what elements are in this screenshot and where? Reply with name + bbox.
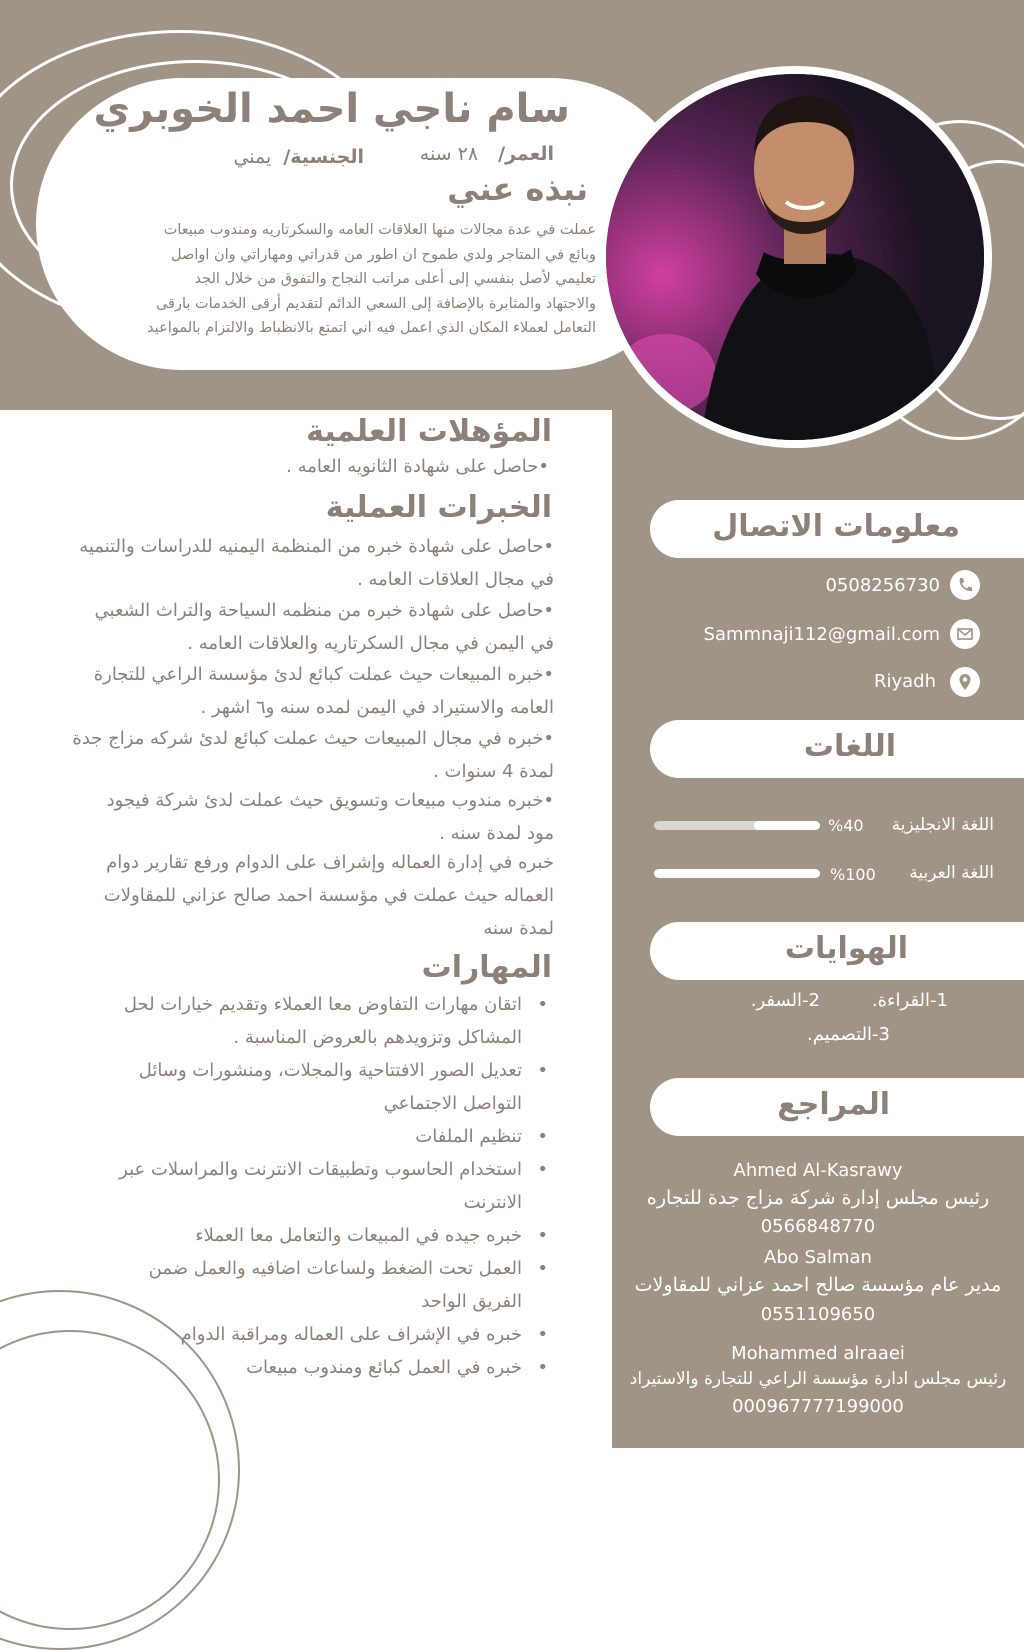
contact-header bbox=[650, 500, 1024, 558]
skill-item: • تعديل الصور الافتتاحية والمجلات، ومنشورات وسائل bbox=[78, 1054, 548, 1087]
experience-line: في مجال العلاقات العامه . bbox=[357, 569, 554, 590]
references-header bbox=[650, 1078, 1024, 1136]
reference-phone[interactable]: 0551109650 bbox=[760, 1304, 876, 1325]
location-pin-icon bbox=[950, 667, 980, 697]
skill-item: • العمل تحت الضغط ولساعات اضافيه والعمل ضمن bbox=[78, 1252, 548, 1285]
phone-number[interactable]: 0508256730 bbox=[825, 575, 940, 596]
language-bar-fill-english bbox=[754, 821, 820, 830]
candidate-name: سام ناجي احمد الخوبري bbox=[93, 86, 570, 132]
about-title: نبذه عني bbox=[447, 170, 588, 208]
hobbies-title: الهوايات bbox=[784, 931, 908, 966]
reference-name: Ahmed Al-Kasrawy bbox=[733, 1160, 903, 1181]
reference-name: Mohammed alraaei bbox=[731, 1343, 905, 1364]
nationality-row bbox=[233, 146, 364, 168]
age-value: ٢٨ سنه bbox=[419, 143, 479, 165]
skill-item-continued: الفريق الواحد bbox=[421, 1291, 522, 1312]
skill-item: • خبره جيده في المبيعات والتعامل معا العملاء bbox=[78, 1219, 548, 1252]
experience-item bbox=[0, 722, 554, 788]
about-line: وبائع في المتاجر ولدي طموح ان اطور من قدراتي ومهاراتي وان اواصل bbox=[171, 246, 596, 263]
age-label: العمر/ bbox=[498, 143, 554, 165]
experience-line: •خبره المبيعات حيث عملت كبائع لدئ مؤسسة الراعي للتجارة bbox=[93, 664, 554, 685]
experience-line: خبره في إدارة العماله وإشراف على الدوام ورفع تقارير دوام bbox=[106, 852, 554, 873]
reference-name: Abo Salman bbox=[764, 1247, 872, 1268]
language-bar-arabic bbox=[654, 869, 820, 878]
about-line: والاجتهاد والمثابرة بالإضافة إلى السعي الدائم لتقديم أرقى الخدمات بارقى bbox=[155, 295, 596, 312]
experience-line: •خبره مندوب مبيعات وتسويق حيث عملت لدئ شركة فيجود bbox=[106, 790, 554, 811]
skill-item: • خبره في الإشراف على العماله ومراقبة الدوام bbox=[78, 1318, 548, 1351]
experience-item bbox=[0, 594, 554, 660]
languages-header bbox=[650, 720, 1024, 778]
experience-line: العماله حيث عملت في مؤسسة احمد صالح عزاني للمقاولات bbox=[103, 885, 554, 906]
skills-title: المهارات bbox=[421, 950, 552, 985]
experience-item bbox=[0, 658, 554, 724]
reference-phone[interactable]: 000967777199000 bbox=[732, 1396, 904, 1417]
language-bar-fill-arabic bbox=[654, 869, 820, 878]
experience-line: •خبره في مجال المبيعات حيث عملت كبائع لدئ شركه مزاج جدة bbox=[72, 728, 554, 749]
skill-item: • خبره في العمل كبائع ومندوب مبيعات bbox=[78, 1351, 548, 1384]
about-line: التعامل لعملاء المكان الذي اعمل فيه اني اتمتع بالانظباط والالتزام بالمواعيد bbox=[147, 320, 596, 336]
hobby-item: 3-التصميم. bbox=[806, 1024, 890, 1045]
language-label-english: اللغة الانجليزية bbox=[891, 815, 994, 835]
skill-item: • استخدام الحاسوب وتطبيقات الانترنت والمراسلات عبر bbox=[78, 1153, 548, 1186]
profile-photo bbox=[606, 74, 984, 440]
experience-line: لمدة سنه bbox=[483, 918, 554, 939]
location-text: Riyadh bbox=[873, 671, 936, 692]
skill-item: • اتقان مهارات التفاوض معا العملاء وتقديم خيارات لحل bbox=[78, 988, 548, 1021]
language-label-arabic: اللغة العربية bbox=[909, 863, 994, 883]
about-paragraph bbox=[96, 218, 596, 341]
about-line: عملت في عدة مجالات منها العلاقات العامه والسكرتاريه ومندوب مبيعات bbox=[163, 222, 596, 238]
language-percent-arabic: %100 bbox=[830, 865, 876, 884]
experience-item bbox=[0, 530, 554, 596]
experience-line: لمدة 4 سنوات . bbox=[433, 761, 554, 782]
skills-list bbox=[78, 988, 548, 1384]
reference-role: رئيس مجلس إدارة شركة مزاج جدة للتجاره bbox=[646, 1187, 990, 1209]
nationality-label: الجنسية/ bbox=[283, 146, 364, 168]
language-percent-english: %40 bbox=[828, 816, 864, 835]
email-icon bbox=[950, 619, 980, 649]
experience-item bbox=[0, 784, 554, 850]
nationality-value: يمني bbox=[233, 146, 272, 168]
phone-icon bbox=[950, 570, 980, 600]
hobbies-header bbox=[650, 922, 1024, 980]
profile-photo-illustration bbox=[606, 74, 984, 440]
reference-phone[interactable]: 0566848770 bbox=[760, 1216, 876, 1237]
experience-line: مود لمدة سنه . bbox=[439, 823, 554, 844]
qualification-item: •حاصل على شهادة الثانويه العامه . bbox=[286, 456, 549, 477]
contact-title: معلومات الاتصال bbox=[712, 509, 960, 544]
hobby-item: 2-السفر. bbox=[750, 990, 820, 1011]
experience-line: في اليمن في مجال السكرتاريه والعلاقات العامه . bbox=[187, 633, 554, 654]
experience-line: •حاصل على شهادة خبره من منظمه السياحة والتراث الشعبي bbox=[94, 600, 554, 621]
skill-item-continued: المشاكل وتزويدهم بالعروض المناسبة . bbox=[233, 1027, 522, 1048]
references-title: المراجع bbox=[777, 1087, 890, 1122]
hobby-item: 1-القراءة. bbox=[871, 990, 948, 1011]
experience-line: •حاصل على شهادة خبره من المنظمة اليمنيه للدراسات والتنميه bbox=[79, 536, 554, 557]
skill-item: • تنظيم الملفات bbox=[78, 1120, 548, 1153]
languages-title: اللغات bbox=[803, 729, 896, 764]
age-row bbox=[420, 143, 554, 165]
about-line: تعليمي لأصل بنفسي إلى أعلى مراتب النجاح والتفوق من خلال الجد bbox=[194, 271, 596, 287]
skill-item-continued: التواصل الاجتماعي bbox=[383, 1093, 522, 1114]
reference-role: رئيس مجلس ادارة مؤسسة الراعي للتجارة والاستيراد bbox=[629, 1369, 1007, 1389]
experience-item bbox=[0, 846, 554, 945]
email-address[interactable]: Sammnaji112@gmail.com bbox=[703, 624, 940, 645]
experience-line: العامه والاستيراد في اليمن لمده سنه و٦ اشهر . bbox=[200, 697, 554, 718]
language-bar-english bbox=[654, 821, 820, 830]
qualifications-title: المؤهلات العلمية bbox=[306, 414, 552, 449]
experience-title: الخبرات العملية bbox=[325, 490, 552, 525]
reference-role: مدير عام مؤسسة صالح احمد عزاني للمقاولات bbox=[634, 1274, 1002, 1296]
skill-item-continued: الانترنت bbox=[463, 1192, 522, 1213]
